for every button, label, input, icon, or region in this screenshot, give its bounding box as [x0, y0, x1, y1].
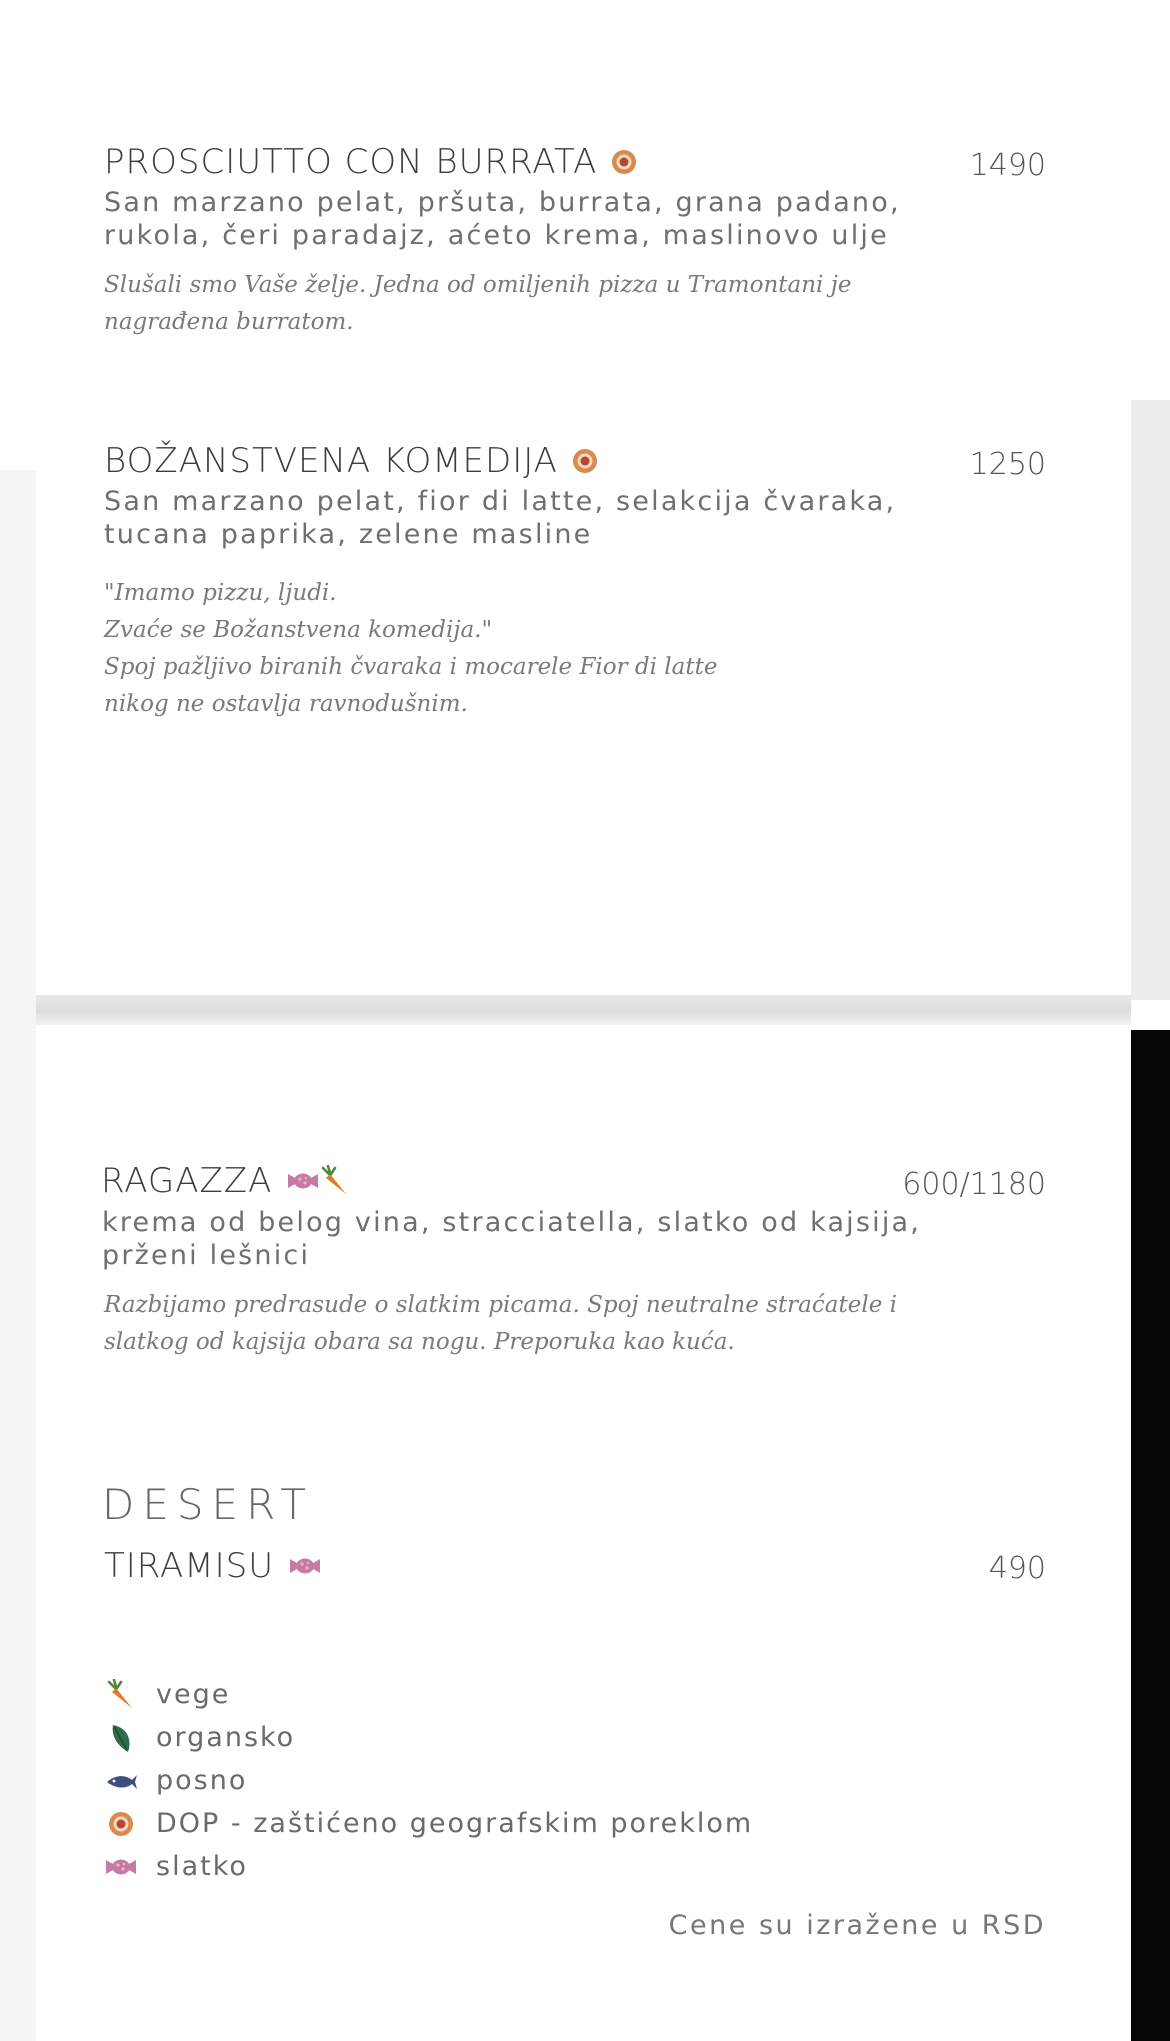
legend-item	[104, 1673, 753, 1716]
currency-note: Cene su izražene u RSD	[668, 1910, 1046, 1941]
menu-item-note	[104, 1287, 1064, 1361]
carrot-icon	[320, 1165, 350, 1197]
menu-item-price: 490	[988, 1551, 1046, 1586]
ingredients-line: krema od belog vina, stracciatella, slatko od kajsija,	[102, 1207, 922, 1238]
ingredients-line: rukola, čeri paradajz, aćeto krema, maslinovo ulje	[104, 220, 889, 251]
ingredients-line: San marzano pelat, pršuta, burrata, grana padano,	[104, 187, 901, 218]
note-line: nikog ne ostavlja ravnodušnim.	[104, 691, 468, 717]
menu-item-title	[104, 142, 637, 182]
legend-item	[104, 1716, 753, 1759]
legend-label: slatko	[156, 1851, 248, 1882]
legend	[104, 1673, 753, 1888]
menu-item-ingredients	[104, 485, 1064, 551]
dop-icon	[611, 149, 637, 175]
background-left-edge	[0, 470, 36, 2041]
page-divider	[36, 995, 1131, 1025]
legend-label: vege	[156, 1679, 231, 1710]
candy-icon	[104, 1850, 138, 1884]
menu-item-price: 1250	[969, 447, 1046, 482]
menu-item-note	[104, 575, 1064, 723]
menu-item-ingredients	[104, 186, 1064, 252]
legend-item	[104, 1802, 753, 1845]
section-title-desert: DESERT	[102, 1480, 314, 1529]
note-line: Spoj pažljivo biranih čvaraka i mocarele Fior di latte	[104, 654, 718, 680]
menu-item-price: 1490	[969, 148, 1046, 183]
candy-icon	[286, 1168, 320, 1194]
ingredients-line: prženi lešnici	[102, 1240, 311, 1271]
note-line: Zvaće se Božanstvena komedija."	[104, 617, 493, 643]
background-right-edge	[1131, 400, 1170, 1000]
menu-item-title-text: BOŽANSTVENA KOMEDIJA	[104, 441, 558, 481]
note-line: slatkog od kajsija obara sa nogu. Preporuka kao kuća.	[104, 1329, 735, 1355]
menu-item-title-text: PROSCIUTTO CON BURRATA	[104, 142, 598, 182]
dop-icon	[572, 448, 598, 474]
menu-item-title	[104, 441, 598, 481]
candy-icon	[288, 1553, 322, 1579]
menu-item-price: 600/1180	[902, 1167, 1046, 1202]
legend-item	[104, 1759, 753, 1802]
legend-label: organsko	[156, 1722, 296, 1753]
legend-label: posno	[156, 1765, 248, 1796]
menu-item-title	[101, 1161, 350, 1201]
menu-item-note	[104, 267, 1064, 341]
fish-icon	[104, 1764, 138, 1798]
menu-item-title-text: RAGAZZA	[101, 1161, 273, 1201]
carrot-icon	[104, 1678, 138, 1712]
note-line: Razbijamo predrasude o slatkim picama. Spoj neutralne straćatele i	[104, 1292, 897, 1318]
menu-item-title-text: TIRAMISU	[104, 1546, 275, 1586]
menu-item-ingredients	[102, 1206, 1062, 1272]
background-right-edge-dark	[1131, 1030, 1170, 2041]
ingredients-line: San marzano pelat, fior di latte, selakcija čvaraka,	[104, 486, 897, 517]
legend-label: DOP - zaštićeno geografskim poreklom	[156, 1808, 754, 1839]
ingredients-line: tucana paprika, zelene masline	[104, 519, 593, 550]
dop-icon	[104, 1807, 138, 1841]
leaf-icon	[104, 1721, 138, 1755]
note-line: Slušali smo Vaše želje. Jedna od omiljenih pizza u Tramontani je	[104, 272, 852, 298]
menu-item-title	[104, 1546, 322, 1586]
note-line: "Imamo pizzu, ljudi.	[104, 580, 337, 606]
note-line: nagrađena burratom.	[104, 309, 354, 335]
legend-item	[104, 1845, 753, 1888]
